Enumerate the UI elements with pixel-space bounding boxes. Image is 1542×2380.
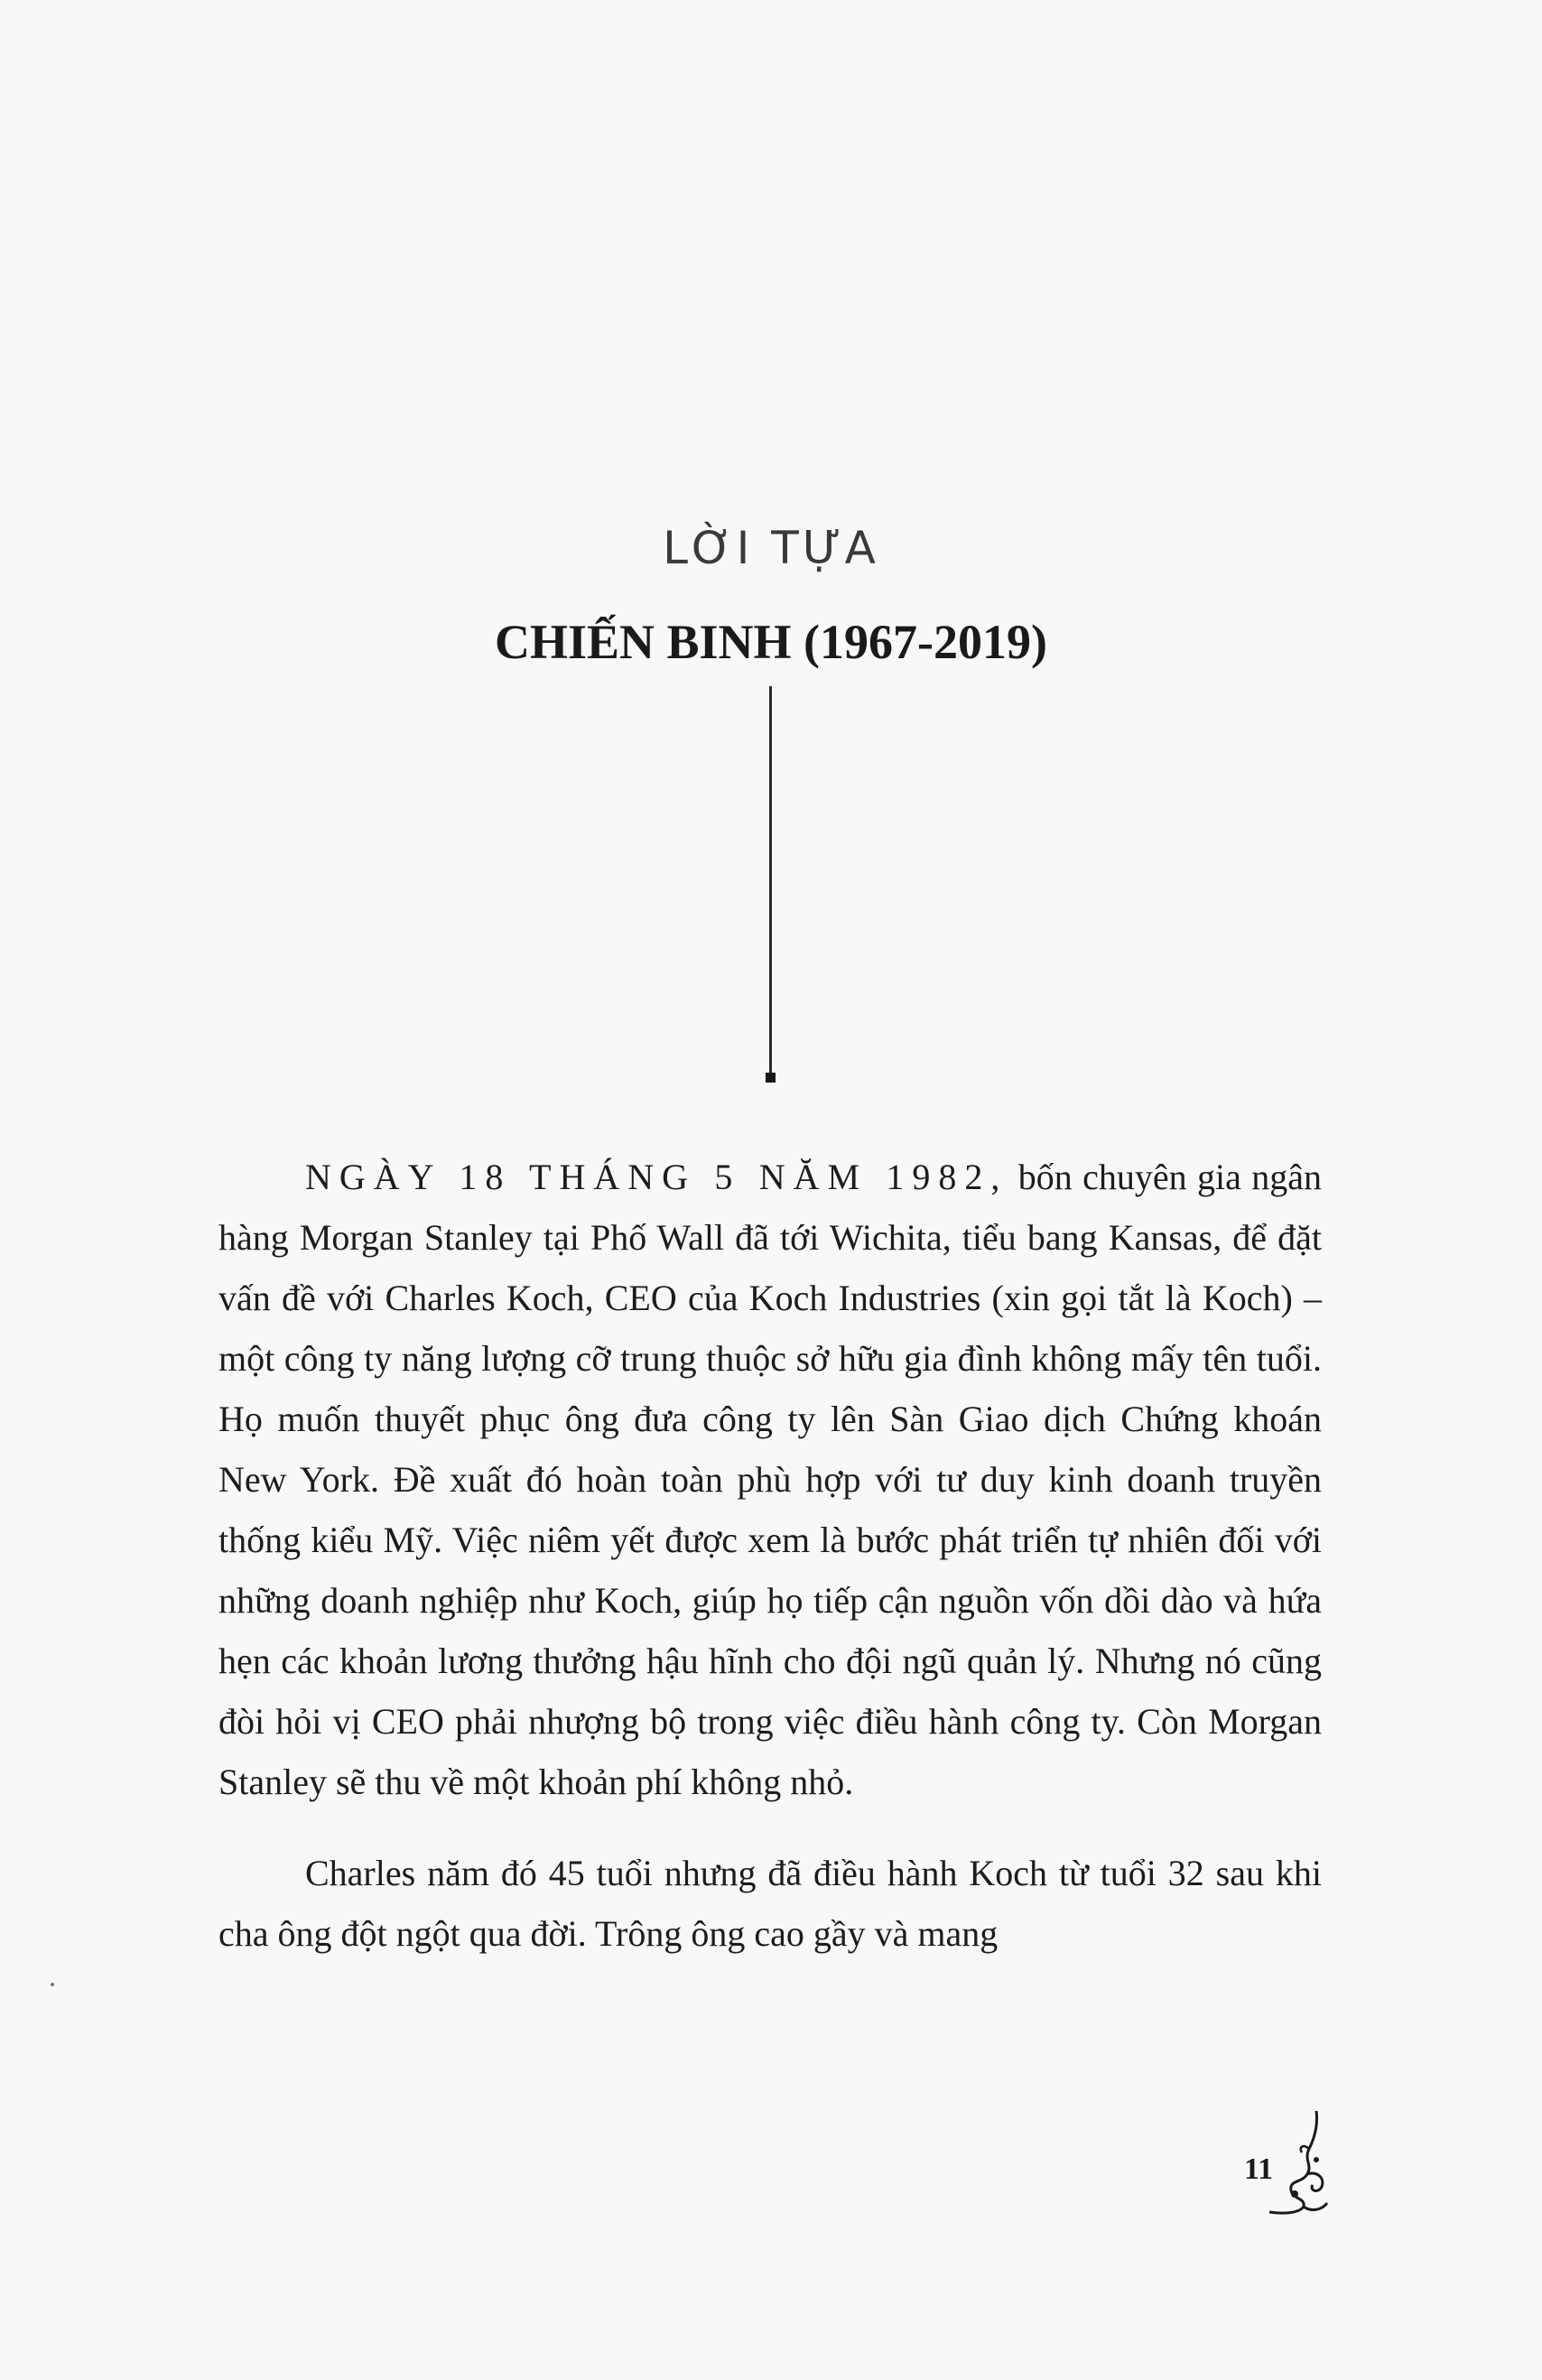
paragraph-1-text: bốn chuyên gia ngân hàng Morgan Stanley tại Phố Wall đã tới Wichita, tiểu bang Kansas, để đặt vấn đề với Charles Koch, CEO của Koch Industries (xin gọi tắt là Koch) – một công ty năng lượng cỡ trung thuộc sở hữu gia đình không mấy tên tuổi. Họ muốn thuyết phục ông đưa công ty lên Sàn Giao dịch Chứng khoán New York. Đề xuất đó hoàn toàn phù hợp với tư duy kinh doanh truyền thống kiểu Mỹ. Việc niêm yết được xem là bước phát triển tự nhiên đối với những doanh nghiệp như Koch, giúp họ tiếp cận nguồn vốn dồi dào và hứa hẹn các khoản lương thưởng hậu hĩnh cho đội ngũ quản lý. Nhưng nó cũng đòi hỏi vị CEO phải nhượng bộ trong việc điều hành công ty. Còn Morgan Stanley sẽ thu về một khoản phí không nhỏ. — [218, 1157, 1322, 1802]
page-number: 11 — [1244, 2152, 1274, 2186]
chapter-title: CHIẾN BINH (1967-2019) — [494, 615, 1047, 669]
paragraph-2: Charles năm đó 45 tuổi nhưng đã điều hành Koch từ tuổi 32 sau khi cha ông đột ngột qua đời. Trông ông cao gầy và mang — [218, 1853, 1322, 1954]
section-label: LỜI TỰA — [663, 522, 879, 574]
divider-dot — [766, 1073, 776, 1083]
flourish-ornament-icon — [1262, 2107, 1334, 2225]
paragraph-1 — [218, 1147, 1322, 1812]
body-text — [218, 1147, 1322, 1994]
vertical-divider — [769, 686, 772, 1073]
paper-speck — [51, 1983, 54, 1986]
paragraph-lead-caps: NGÀY 18 THÁNG 5 NĂM 1982, — [305, 1157, 1008, 1197]
